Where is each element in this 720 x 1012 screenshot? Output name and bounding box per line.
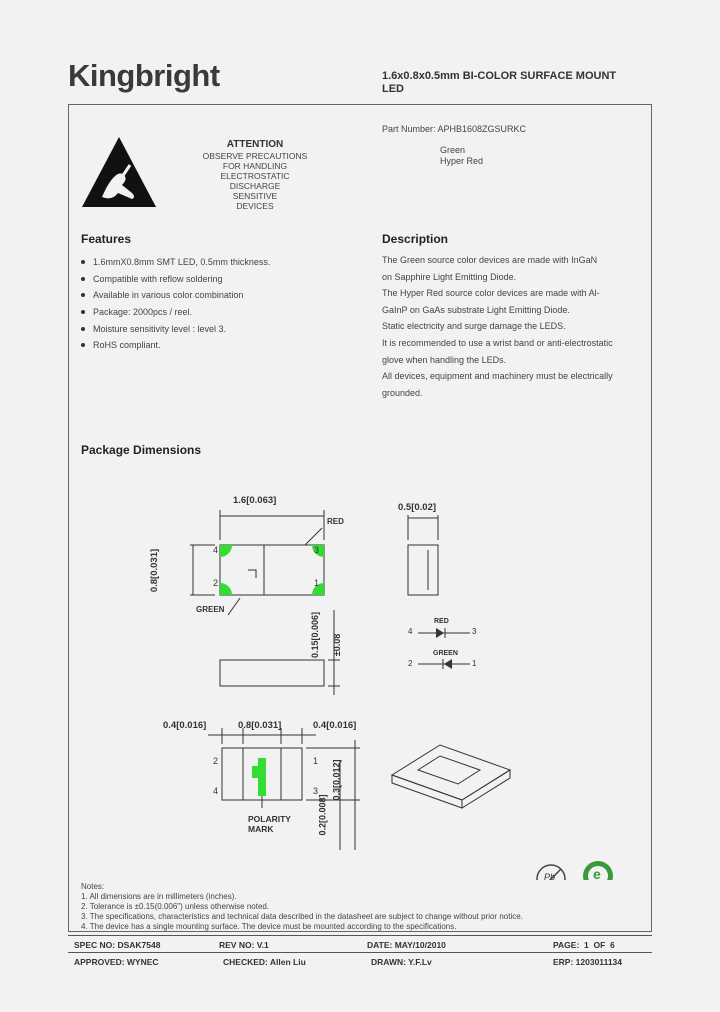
description-line: Static electricity and surge damage the LEDS. (382, 321, 566, 332)
brand-logo: Kingbright (68, 58, 220, 93)
diode-pin-3: 3 (472, 627, 477, 636)
color-green: Green (440, 145, 466, 155)
feature-item: Available in various color combination (81, 290, 270, 307)
approved: APPROVED: WYNEC (74, 957, 159, 967)
part-number: Part Number: APHB1608ZGSURKC (382, 124, 527, 134)
checked: CHECKED: Allen Liu (223, 957, 306, 967)
feature-item: Compatible with reflow soldering (81, 274, 270, 291)
pin-1: 1 (314, 578, 320, 588)
pb-label: Pb (544, 872, 556, 882)
pin-3: 3 (314, 545, 320, 555)
footer-divider-top (68, 935, 652, 936)
polarity-mark-label (248, 814, 291, 834)
attention-line: DISCHARGE (229, 181, 281, 191)
dim-pad-v1: 0.3[0.012] (331, 759, 342, 801)
attention-heading: ATTENTION (226, 139, 284, 150)
color-hyper-red: Hyper Red (440, 156, 484, 166)
description-line: The Green source color devices are made with InGaN (382, 255, 598, 265)
dim-side-right: 0.4[0.016] (313, 720, 357, 731)
feature-item: 1.6mmX0.8mm SMT LED, 0.5mm thickness. (81, 257, 270, 274)
rev-no: REV NO: V.1 (219, 940, 269, 950)
polarity-tab (252, 766, 260, 778)
diode-pin-2: 2 (408, 659, 413, 668)
diode-pin-4: 4 (408, 627, 413, 636)
note-item: 2. Tolerance is ±0.15(0.006") unless otherwise noted. (81, 902, 270, 911)
dim-center: 0.8[0.031] (238, 720, 282, 731)
description-line: GaInP on GaAs substrate Light Emitting Diode. (382, 304, 570, 315)
date: DATE: MAY/10/2010 (367, 940, 446, 950)
attention-line: ELECTROSTATIC (220, 171, 290, 181)
bottom-pin-4: 4 (213, 786, 219, 796)
erp: ERP: 1203011134 (553, 957, 623, 967)
polarity-line-1: POLARITY (248, 814, 291, 824)
description-heading: Description (382, 232, 449, 246)
top-view-body (220, 545, 324, 595)
footer-divider-mid (68, 952, 652, 953)
label-green: GREEN (196, 605, 225, 614)
page-number: PAGE: 1 OF 6 (553, 940, 615, 950)
notes-heading: Notes: (81, 882, 105, 891)
pad-green-2 (220, 583, 232, 595)
attention-line: SENSITIVE (232, 191, 278, 201)
dim-length: 1.6[0.063] (233, 495, 277, 506)
title-line-2: LED (382, 83, 404, 95)
attention-line: OBSERVE PRECAUTIONS (202, 151, 308, 161)
rohs-e-label: e (593, 866, 601, 882)
polarity-line-2: MARK (248, 824, 274, 834)
package-dimensions-heading: Package Dimensions (81, 443, 202, 457)
pad-green-4 (220, 545, 232, 557)
feature-item: RoHS compliant. (81, 340, 270, 357)
description-line: on Sapphire Light Emitting Diode. (382, 271, 517, 282)
title-line-1: 1.6x0.8x0.5mm BI-COLOR SURFACE MOUNT (382, 70, 617, 82)
pin-2: 2 (213, 578, 219, 588)
bottom-pin-1: 1 (313, 756, 319, 766)
description-line: It is recommended to use a wrist band or anti-electrostatic (382, 337, 613, 348)
dim-width: 0.8[0.031] (149, 548, 161, 593)
description-line: All devices, equipment and machinery must be electrically (382, 371, 613, 382)
description-line: glove when handling the LEDs. (382, 354, 507, 365)
features-heading: Features (81, 232, 132, 246)
description-line: The Hyper Red source color devices are made with Al- (382, 288, 600, 299)
attention-line: DEVICES (236, 201, 274, 211)
pin-4: 4 (213, 545, 219, 555)
notes-section (81, 882, 523, 932)
label-red: RED (327, 517, 344, 526)
diode-label-red: RED (434, 618, 449, 625)
dim-tol: ±0.08 (332, 633, 343, 657)
diode-label-green: GREEN (433, 650, 458, 657)
note-item: 4. The device has a single mounting surface. The device must be mounted according to the specifications. (81, 922, 457, 931)
description-line: grounded. (382, 387, 423, 398)
note-item: 3. The specifications, characteristics and technical data described in the datasheet are subject to change without prior notice. (81, 912, 523, 921)
dim-pad-v2: 0.2[0.008] (317, 794, 328, 836)
drawn: DRAWN: Y.F.Lv (371, 957, 432, 967)
bottom-pin-3: 3 (313, 786, 319, 796)
dim-side-left: 0.4[0.016] (163, 720, 207, 731)
diode-red-icon (436, 628, 444, 638)
spec-no: SPEC NO: DSAK7548 (74, 940, 161, 950)
attention-line: FOR HANDLING (222, 161, 288, 171)
note-item: 1. All dimensions are in millimeters (inches). (81, 892, 237, 901)
dim-height: 0.5[0.02] (398, 502, 437, 513)
feature-item: Package: 2000pcs / reel. (81, 307, 270, 324)
diode-pin-1: 1 (472, 659, 477, 668)
bottom-pin-2: 2 (213, 756, 219, 766)
diode-green-icon (444, 659, 452, 669)
feature-item: Moisture sensitivity level : level 3. (81, 324, 270, 341)
dim-pad: 0.15[0.006] (310, 611, 321, 659)
